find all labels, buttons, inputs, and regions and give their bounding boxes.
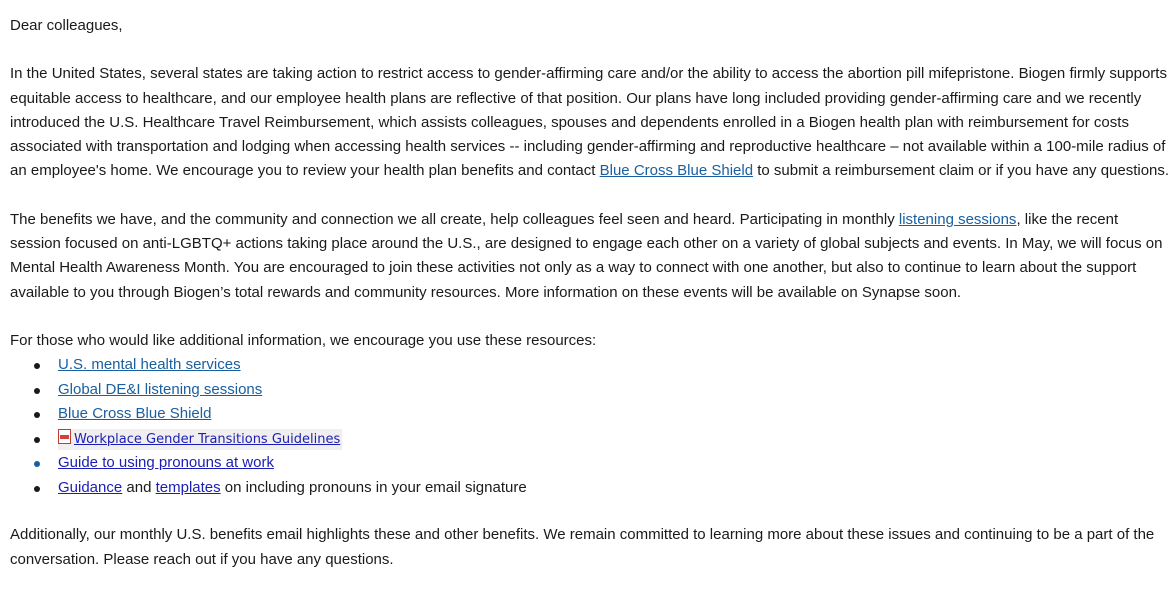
bcbs-link[interactable]: Blue Cross Blue Shield [58,405,212,423]
list-item [10,427,1172,452]
paragraph-health-plan-text-1: In the United States, several states are taking action to restrict access to gender-affirming care and/or the ability to access the abortion pill mifepristone. Biogen firmly supports equitable access to healthcare, and our employee health plans are reflective of that position. Our plans have long included providing gender-affirming care and we recently introduced the U.S. Healthcare Travel Reimbursement, which assists colleagues, spouses and dependents enrolled in a Biogen health plan with reimbursement for costs associated with transportation and lodging when accessing health services -- including gender-affirming and reproductive healthcare – not available within a 100-mile radius of an employee's home. We encourage you to review your health plan benefits and contact [10,65,1167,180]
resources-list [10,353,1172,500]
list-item [10,378,1172,403]
bcbs-inline-link[interactable]: Blue Cross Blue Shield [599,162,754,180]
paragraph-community [10,208,1172,305]
bullet-icon [34,437,40,443]
templates-link[interactable]: templates [155,478,221,496]
pronouns-guide-link[interactable]: Guide to using pronouns at work [58,454,274,472]
listening-sessions-inline-link[interactable]: listening sessions [898,210,1017,228]
pdf-attachment[interactable] [58,429,342,450]
guidance-link[interactable]: Guidance [58,478,123,496]
bullet-icon [34,412,40,418]
list-item [10,476,1172,501]
paragraph-health-plan-text-2: to submit a reimbursement claim or if you have any questions. [753,162,1170,180]
bullet-icon [34,363,40,369]
pdf-file-icon [58,429,71,444]
resources-intro: For those who would like additional information, we encourage you use these resources: [10,331,597,349]
closing-paragraph: Additionally, our monthly U.S. benefits email highlights these and other benefits. We remain committed to learning more about these issues and continuing to be a part of the conversation. Please reach out if you have any questions. [10,526,1155,568]
dei-listening-sessions-link[interactable]: Global DE&I listening sessions [58,380,263,398]
and-text: and [122,478,156,496]
list-item [10,402,1172,427]
bullet-icon [34,486,40,492]
paragraph-community-text-1: The benefits we have, and the community and connection we all create, help colleagues feel seen and heard. Participating in monthly [10,210,899,228]
paragraph-community-text-2: , like the recent session focused on anti-LGBTQ+ actions taking place around the U.S., are designed to engage each other on a variety of global subjects and events. In May, we will focus on Mental Health Awareness Month. You are encouraged to join these activities not only as a way to connect with one another, but also to continue to learn about the support available to you through Biogen’s total rewards and community resources. More information on these events will be available on Synapse soon. [10,210,1163,301]
signature-text: on including pronouns in your email signature [220,478,527,496]
greeting: Dear colleagues, [10,17,123,34]
bullet-icon [34,388,40,394]
bullet-icon [34,461,40,467]
list-item [10,451,1172,476]
gender-transitions-guidelines-link[interactable]: Workplace Gender Transitions Guidelines [74,431,341,447]
list-item [10,353,1172,378]
mental-health-services-link[interactable]: U.S. mental health services [58,356,241,374]
paragraph-health-plan [10,62,1172,183]
